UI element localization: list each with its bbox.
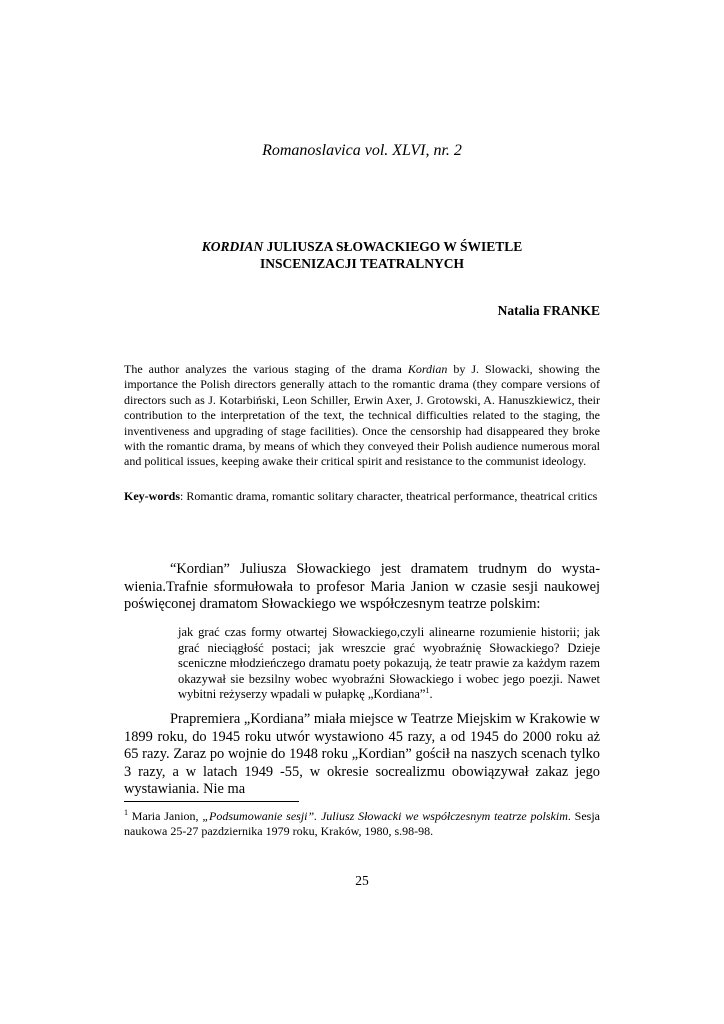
footnote-ref: 1 (425, 686, 430, 696)
author-name: Natalia FRANKE (497, 303, 600, 318)
title-line-1-rest: JULIUSZA SŁOWACKIEGO W ŚWIETLE (263, 239, 523, 254)
footnote-number: 1 (124, 808, 128, 817)
footnote-author: Maria Janion, (128, 809, 203, 823)
title-line-2: INSCENIZACJI TEATRALNYCH (260, 256, 464, 271)
keywords-text: : Romantic drama, romantic solitary character, theatrical performance, theatrical critics (180, 489, 598, 503)
journal-header: Romanoslavica vol. XLVI, nr. 2 (262, 142, 462, 159)
paragraph-1-line-3: poświęconej dramatom Słowackiego we współczesnym teatrze polskim: (124, 596, 541, 613)
paragraph-2 (124, 711, 600, 799)
paragraph-1 (124, 561, 600, 614)
page-number: 25 (355, 873, 369, 888)
paragraph-2-text: Prapremiera „Kordiana” miała miejsce w Teatrze Miejskim w Krakowie w 1899 roku, do 1945 roku utwór wystawiono 45 razy, a od 1945 do 2000 roku aż 65 razy. Zaraz po wojnie do 1948 roku „Kordian” gościł na naszych scenach tylko 3 razy, a w latach 1949 -55, w okresie socrealizmu obowiązywał zakaz jego wystawiania. Nie ma (124, 711, 600, 798)
keywords-label: Key-words (124, 489, 180, 503)
quote-end: . (429, 687, 433, 702)
footnote-italic: „Podsumowanie sesji”. Juliusz Słowacki we współczesnym teatrze polskim (202, 809, 568, 823)
keywords (124, 489, 600, 504)
footnote (124, 809, 600, 840)
block-quote (178, 625, 600, 703)
footnote-divider (124, 801, 299, 802)
title-line-1 (0, 238, 724, 255)
abstract-text-rest: by J. Slowacki, showing the importance the Polish directors generally attach to the romantic drama (they compare versions of directors such as J. Kotarbiński, Leon Schiller, Erwin Axer, J. Grotowski, A. Hanuszkiewicz, their contribution to the interpretation of the text, the technical difficulties related to the staging, the inventiveness and upgrading of stage facilities). Once the censorship had disappeared they broke with the romantic drama, by means of which they conveyed their Polish audience numerous moral and political issues, keeping awake their critical spirit and resistance to the communist ideology. (124, 362, 600, 469)
quote-text: jak grać czas formy otwartej Słowackiego,czyli alinearne rozumienie historii; jak grać nieciągłość postaci; jak wreszcie grać wyobraźnię Słowackiego? Dzieje sceniczne młodzieńczego dramatu poety pokazują, że teatr prawie za każdym razem okazywał sie bezsilny wobec wyobraźni Słowackiego i wobec jego poezji. Nawet wybitni reżyserzy wpadali w pułapkę „Kordiana” (178, 625, 600, 702)
paragraph-1-line-1 (124, 561, 600, 579)
article-title (0, 238, 724, 272)
footnote-rest: . Sesja naukowa 25-27 pazdziernika 1979 roku, Kraków, 1980, s.98-98. (124, 809, 600, 839)
paragraph-1-line-2: wienia.Trafnie sformułowała to profesor Maria Janion w czasie sesji naukowej (124, 578, 600, 595)
abstract-text-start: The author analyzes the various staging of the drama (124, 362, 408, 376)
abstract-italic: Kordian (407, 362, 448, 376)
paragraph-1-line-1-text: “Kordian” Juliusza Słowackiego jest dramatem trudnym do wysta- (170, 561, 600, 577)
title-italic: KORDIAN (201, 239, 264, 254)
abstract (124, 362, 600, 470)
